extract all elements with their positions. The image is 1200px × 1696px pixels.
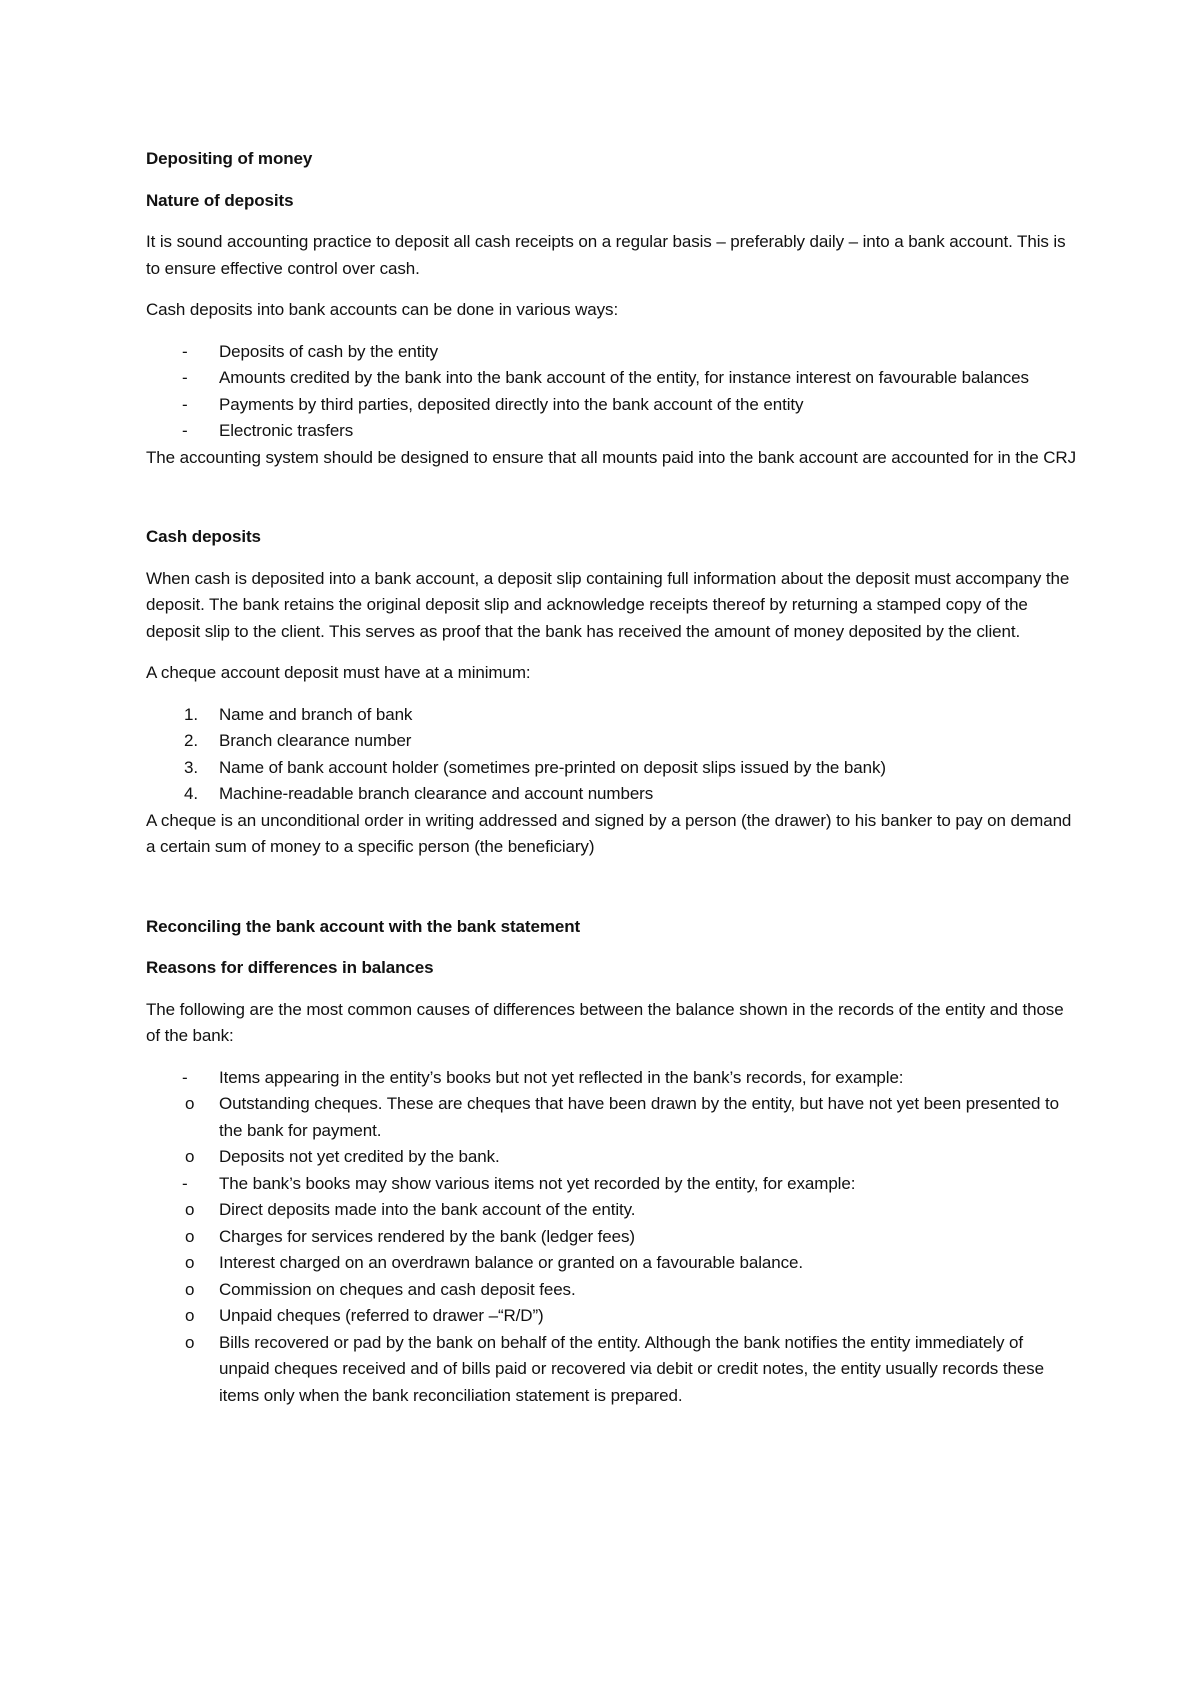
circle-marker: o [185, 1147, 195, 1166]
subheading-nature-of-deposits: Nature of deposits [146, 190, 294, 210]
list-item-text: Electronic trasfers [219, 421, 354, 440]
dash-marker: - [182, 368, 188, 387]
list-item-text: Payments by third parties, deposited directly into the bank account of the entity [219, 394, 804, 414]
heading-reconciling: Reconciling the bank account with the bank statement [146, 916, 581, 936]
sublist-item-text: Charges for services rendered by the bank (ledger fees) [219, 1226, 635, 1246]
number-marker: 3. [184, 757, 198, 777]
list-item [146, 755, 1076, 782]
list-item-text: Name and branch of bank [219, 704, 413, 724]
list-item-text: Name of bank account holder (sometimes pre-printed on deposit slips issued by the bank) [219, 757, 886, 777]
list-item [146, 365, 1076, 392]
list-item [146, 781, 1076, 808]
list-differences [146, 1065, 1076, 1410]
sublist-item-text: Direct deposits made into the bank account of the entity. [219, 1200, 636, 1219]
number-marker: 2. [184, 731, 198, 750]
circle-marker: o [185, 1226, 195, 1246]
paragraph-accounting-system: The accounting system should be designed to ensure that all mounts paid into the bank account are accounted for in the CRJ [146, 447, 1076, 467]
sublist-item [185, 1224, 1076, 1251]
circle-marker: o [185, 1306, 195, 1325]
list-item-text: Deposits of cash by the entity [219, 341, 439, 361]
paragraph-sound-practice: It is sound accounting practice to deposit all cash receipts on a regular basis – preferably daily – into a bank account. This is to ensure effective control over cash. [146, 232, 1066, 278]
list-item [146, 1171, 1076, 1410]
sublist-item [185, 1144, 1076, 1171]
dash-marker: - [182, 421, 188, 440]
list-cheque-requirements [146, 702, 1076, 808]
paragraph-deposit-ways: Cash deposits into bank accounts can be done in various ways: [146, 300, 619, 319]
sublist-item [185, 1303, 1076, 1330]
circle-marker: o [185, 1200, 195, 1219]
heading-cash-deposits: Cash deposits [146, 527, 261, 546]
circle-marker: o [185, 1253, 195, 1272]
section-spacer [146, 471, 1076, 524]
sublist-item-text: Outstanding cheques. These are cheques that have been drawn by the entity, but have not yet been presented to the bank for payment. [219, 1094, 1060, 1140]
number-marker: 1. [184, 704, 198, 724]
section-spacer [146, 861, 1076, 914]
circle-marker: o [185, 1332, 195, 1352]
dash-marker: - [182, 394, 188, 414]
list-item-text: The bank’s books may show various items not yet recorded by the entity, for example: [219, 1173, 856, 1193]
sublist-item-text: Deposits not yet credited by the bank. [219, 1147, 500, 1166]
sublist-entity-items [185, 1091, 1076, 1171]
circle-marker: o [185, 1279, 195, 1299]
sublist-bank-items [185, 1197, 1076, 1409]
list-item-text: Items appearing in the entity’s books but not yet reflected in the bank’s records, for example: [219, 1067, 904, 1087]
dash-marker: - [182, 341, 188, 361]
paragraph-deposit-slip: When cash is deposited into a bank account, a deposit slip containing full information about the deposit must accompany the deposit. The bank retains the original deposit slip and acknowledge receipts thereof by returning a stamped copy of the deposit slip to the client. This serves as proof that the bank has received the amount of money deposited by the client. [146, 568, 1070, 641]
list-item-text: Amounts credited by the bank into the bank account of the entity, for instance interest on favourable balances [219, 368, 1029, 387]
sublist-item [185, 1197, 1076, 1224]
document-content [146, 146, 1076, 1409]
sublist-item [185, 1330, 1076, 1410]
dash-marker: - [182, 1173, 188, 1193]
list-item-text: Branch clearance number [219, 731, 412, 750]
list-item [146, 392, 1076, 419]
heading-depositing-of-money: Depositing of money [146, 149, 313, 168]
list-item [146, 728, 1076, 755]
list-deposit-ways [146, 339, 1076, 445]
paragraph-cheque-definition: A cheque is an unconditional order in writing addressed and signed by a person (the drawer) to his banker to pay on demand a certain sum of money to a specific person (the beneficiary) [146, 810, 1072, 856]
sublist-item [185, 1250, 1076, 1277]
sublist-item [185, 1277, 1076, 1304]
sublist-item-text: Bills recovered or pad by the bank on behalf of the entity. Although the bank notifies the entity immediately of unpaid cheques received and of bills paid or recovered via debit or credit notes, the entity usually records these items only when the bank reconciliation statement is prepared. [219, 1332, 1044, 1405]
number-marker: 4. [184, 784, 198, 803]
dash-marker: - [182, 1067, 188, 1087]
sublist-item [185, 1091, 1076, 1144]
sublist-item-text: Interest charged on an overdrawn balance or granted on a favourable balance. [219, 1253, 804, 1272]
list-item-text: Machine-readable branch clearance and account numbers [219, 784, 654, 803]
list-item [146, 418, 1076, 445]
list-item [146, 1065, 1076, 1171]
paragraph-common-causes: The following are the most common causes of differences between the balance shown in the records of the entity and those of the bank: [146, 999, 1064, 1045]
circle-marker: o [185, 1094, 195, 1113]
sublist-item-text: Unpaid cheques (referred to drawer –“R/D”) [219, 1306, 544, 1325]
paragraph-cheque-minimum: A cheque account deposit must have at a minimum: [146, 663, 531, 682]
list-item [146, 339, 1076, 366]
list-item [146, 702, 1076, 729]
subheading-reasons-differences: Reasons for differences in balances [146, 958, 434, 977]
sublist-item-text: Commission on cheques and cash deposit fees. [219, 1279, 576, 1299]
